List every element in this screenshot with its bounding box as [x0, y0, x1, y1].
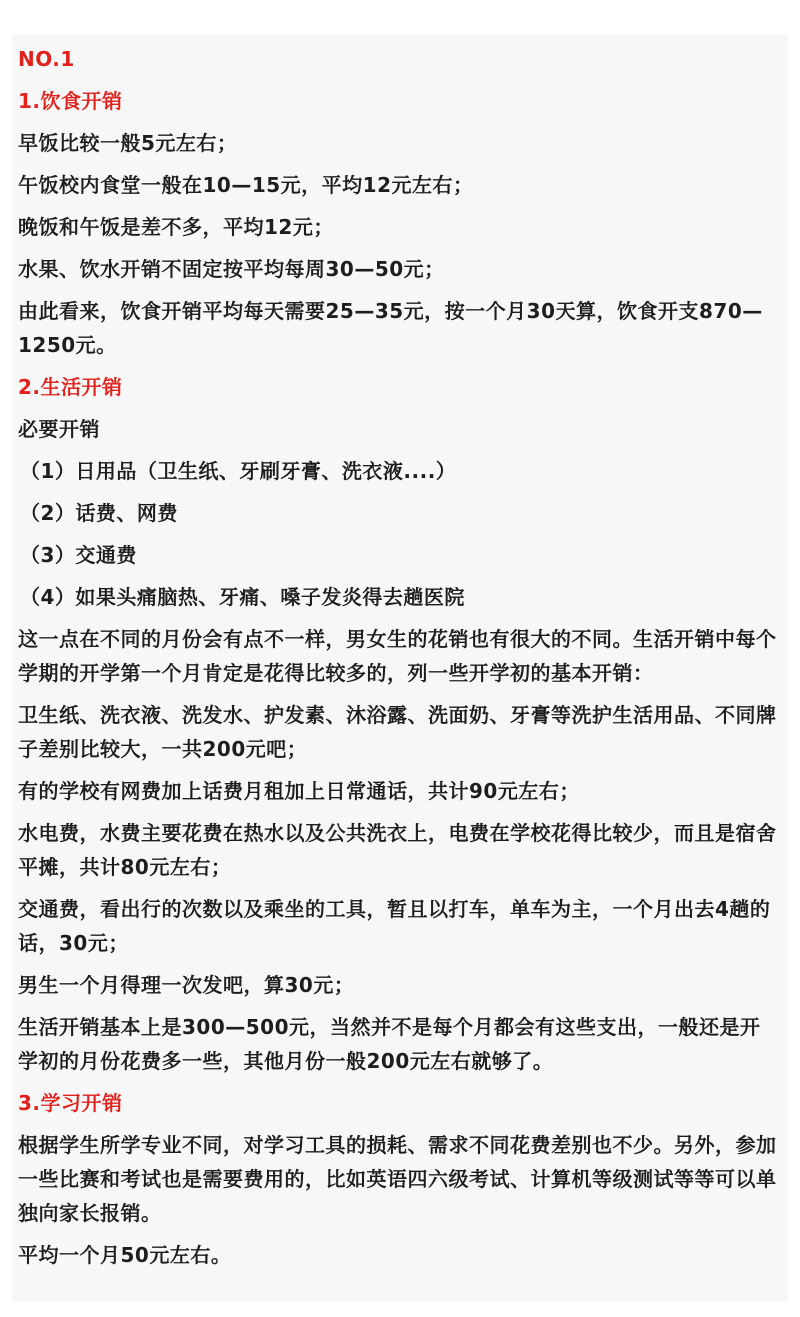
living-list-item: （2）话费、网费: [20, 501, 178, 525]
document-page: [12, 34, 788, 1302]
living-paragraph: 这一点在不同的月份会有点不一样，男女生的花销也有很大的不同。生活开销中每个学期的开学第一个月肯定是花得比较多的，列一些开学初的基本开销：: [18, 627, 777, 685]
food-line: 晚饭和午饭是差不多，平均12元；: [18, 215, 334, 239]
section-heading-study: 3.学习开销: [18, 1091, 123, 1115]
food-line: 水果、饮水开销不固定按平均每周30—50元；: [18, 257, 445, 281]
section-heading-living: 2.生活开销: [18, 375, 123, 399]
food-summary-line: 由此看来，饮食开销平均每天需要25—35元，按一个月30天算，饮食开支870—1250元。: [18, 299, 763, 357]
living-paragraph: 男生一个月得理一次发吧，算30元；: [18, 973, 355, 997]
living-list-item: （3）交通费: [20, 543, 137, 567]
food-line: 午饭校内食堂一般在10—15元，平均12元左右；: [18, 173, 474, 197]
no-label: NO.1: [18, 47, 75, 71]
study-summary-line: 平均一个月50元左右。: [18, 1243, 232, 1267]
living-paragraph: 卫生纸、洗衣液、洗发水、护发素、沐浴露、洗面奶、牙膏等洗护生活用品、不同牌子差别比较大，一共200元吧；: [18, 703, 777, 761]
living-intro: 必要开销: [18, 417, 100, 441]
living-paragraph: 交通费，看出行的次数以及乘坐的工具，暂且以打车，单车为主，一个月出去4趟的话，30元；: [18, 897, 771, 955]
living-summary-paragraph: 生活开销基本上是300—500元，当然并不是每个月都会有这些支出，一般还是开学初的月份花费多一些，其他月份一般200元左右就够了。: [18, 1015, 761, 1073]
section-heading-food: 1.饮食开销: [18, 89, 123, 113]
living-paragraph: 有的学校有网费加上话费月租加上日常通话，共计90元左右；: [18, 779, 580, 803]
living-list-item: （1）日用品（卫生纸、牙刷牙膏、洗衣液....）: [20, 459, 457, 483]
living-list-item: （4）如果头痛脑热、牙痛、嗓子发炎得去趟医院: [20, 585, 465, 609]
living-paragraph: 水电费，水费主要花费在热水以及公共洗衣上，电费在学校花得比较少，而且是宿舍平摊，共计80元左右；: [18, 821, 777, 879]
study-paragraph: 根据学生所学专业不同，对学习工具的损耗、需求不同花费差别也不少。另外，参加一些比赛和考试也是需要费用的，比如英语四六级考试、计算机等级测试等等可以单独向家长报销。: [18, 1133, 777, 1225]
food-line: 早饭比较一般5元左右；: [18, 131, 238, 155]
